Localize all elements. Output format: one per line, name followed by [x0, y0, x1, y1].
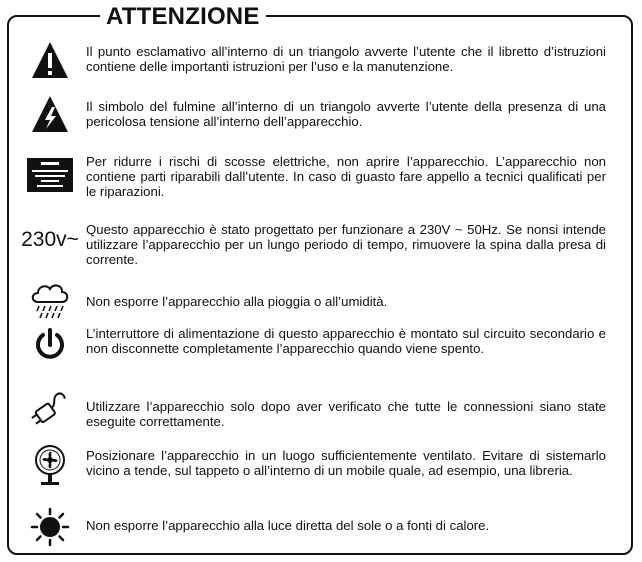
exclamation-triangle-icon: [18, 38, 82, 82]
item-text: Non esporre l’apparecchio alla pioggia o all’umidità.: [86, 294, 388, 309]
voltage-text: 230v~: [21, 228, 79, 251]
item-text: Utilizzare l’apparecchio solo dopo aver verificato che tutte le connessioni siano state eseguite correttamente.: [86, 399, 606, 430]
caution-label-icon: [18, 153, 82, 197]
page-title: ATTENZIONE: [100, 3, 266, 31]
lightning-triangle-icon: [18, 92, 82, 136]
item-text: Non esporre l’apparecchio alla luce diretta del sole o a fonti di calore.: [86, 518, 490, 533]
item-text: L’interruttore di alimentazione di questo apparecchio è montato sul circuito secondario e non disconnette completamente l’apparecchio quando viene spento.: [86, 326, 606, 357]
plug-icon: [18, 387, 82, 431]
item-text: Per ridurre i rischi di scosse elettriche, non aprire l’apparecchio. L’apparecchio non contiene parti riparabili dall’utente. In caso di guasto fare appello a tecnici qualificati per le riparazioni.: [86, 154, 606, 200]
item-text: Il punto esclamativo all’interno di un triangolo avverte l’utente che il libretto d’istruzioni contiene delle importanti istruzioni per l’uso e la manutenzione.: [86, 44, 606, 75]
voltage-label: [18, 218, 82, 262]
rain-cloud-icon: [18, 278, 82, 322]
power-icon: [18, 323, 82, 367]
item-text: Posizionare l’apparecchio in un luogo sufficientemente ventilato. Evitare di sistemarlo vicino a tende, sul tappeto o all’interno di un mobile quale, ad esempio, una libreria.: [86, 448, 606, 479]
item-text: Questo apparecchio è stato progettato per funzionare a 230V ~ 50Hz. Se nonsi intende utilizzare l’apparecchio per un lungo periodo di tempo, rimuovere la spina dalla presa di corrente.: [86, 222, 606, 268]
fan-icon: [18, 443, 82, 487]
item-text: Il simbolo del fulmine all’interno di un triangolo avverte l’utente della presenza di una pericolosa tensione all’interno dell’apparecchio.: [86, 99, 606, 130]
sun-icon: [18, 505, 82, 549]
